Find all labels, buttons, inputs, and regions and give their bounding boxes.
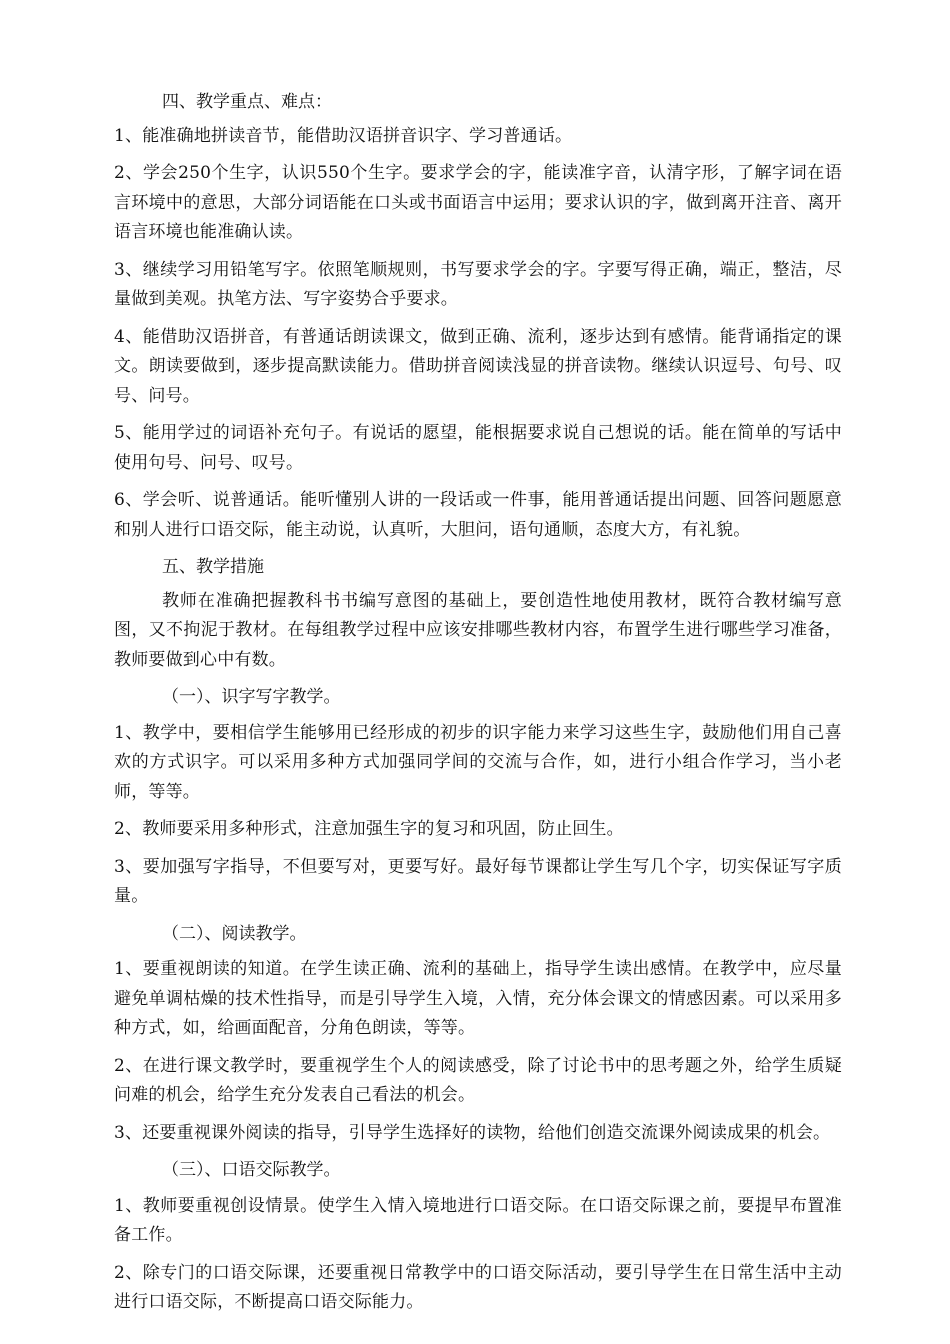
oral-communication-item: 2、除专门的口语交际课，还要重视日常教学中的口语交际活动，要引导学生在日常生活中主动进行口语交际，不断提高口语交际能力。 bbox=[114, 1262, 842, 1312]
section-heading-key-points: 四、教学重点、难点： bbox=[162, 92, 332, 112]
reading-item: 2、在进行课文教学时，要重视学生个人的阅读感受，除了讨论书中的思考题之外，给学生质疑问难的机会，给学生充分发表自己看法的机会。 bbox=[114, 1055, 842, 1105]
key-point-item: 1、能准确地拼读音节，能借助汉语拼音识字、学习普通话。 bbox=[114, 125, 573, 146]
key-point-item: 6、学会听、说普通话。能听懂别人讲的一段话或一件事，能用普通话提出问题、回答问题愿意和别人进行口语交际，能主动说，认真听，大胆问，语句通顺，态度大方，有礼貌。 bbox=[114, 490, 842, 540]
oral-communication-item: 1、教师要重视创设情景。使学生入情入境地进行口语交际。在口语交际课之前，要提早布置准备工作。 bbox=[114, 1195, 842, 1245]
subsection-heading-oral-communication: （三）、口语交际教学。 bbox=[162, 1160, 341, 1180]
document-body bbox=[114, 88, 842, 1326]
literacy-item: 3、要加强写字指导，不但要写对，更要写好。最好每节课都让学生写几个字，切实保证写字质量。 bbox=[114, 856, 842, 906]
subsection-heading-literacy: （一）、识字写字教学。 bbox=[162, 687, 341, 707]
reading-item: 1、要重视朗读的知道。在学生读正确、流利的基础上，指导学生读出感情。在教学中，应尽量避免单调枯燥的技术性指导，而是引导学生入境，入情，充分体会课文的情感因素。可以采用多种方式，如，给画面配音，分角色朗读，等等。 bbox=[114, 959, 842, 1038]
literacy-item: 2、教师要采用多种形式，注意加强生字的复习和巩固，防止回生。 bbox=[114, 819, 624, 839]
reading-item: 3、还要重视课外阅读的指导，引导学生选择好的读物，给他们创造交流课外阅读成果的机会。 bbox=[114, 1122, 831, 1143]
key-point-item: 2、学会250个生字，认识550个生字。要求学会的字，能读准字音，认清字形，了解字词在语言环境中的意思，大部分词语能在口头或书面语言中运用；要求认识的字，做到离开注音、离开语言环境也能准确认读。 bbox=[114, 163, 842, 242]
section-heading-measures: 五、教学措施 bbox=[162, 557, 264, 577]
key-point-item: 3、继续学习用铅笔写字。依照笔顺规则，书写要求学会的字。字要写得正确，端正，整洁，尽量做到美观。执笔方法、写字姿势合乎要求。 bbox=[114, 259, 842, 309]
key-point-item: 4、能借助汉语拼音，有普通话朗读课文，做到正确、流利，逐步达到有感情。能背诵指定的课文。朗读要做到，逐步提高默读能力。借助拼音阅读浅显的拼音读物。继续认识逗号、句号、叹号、问号。 bbox=[114, 326, 842, 406]
measures-intro-paragraph: 教师在准确把握教科书书编写意图的基础上，要创造性地使用教材，既符合教材编写意图，又不拘泥于教材。在每组教学过程中应该安排哪些教材内容，布置学生进行哪些学习准备，教师要做到心中有数。 bbox=[114, 590, 842, 670]
literacy-item: 1、教学中，要相信学生能够用已经形成的初步的识字能力来学习这些生字，鼓励他们用自己喜欢的方式识字。可以采用多种方式加强同学间的交流与合作，如，进行小组合作学习，当小老师，等等。 bbox=[114, 722, 842, 802]
subsection-heading-reading: （二）、阅读教学。 bbox=[162, 923, 307, 944]
key-point-item: 5、能用学过的词语补充句子。有说话的愿望，能根据要求说自己想说的话。能在简单的写话中使用句号、问号、叹号。 bbox=[114, 423, 842, 473]
